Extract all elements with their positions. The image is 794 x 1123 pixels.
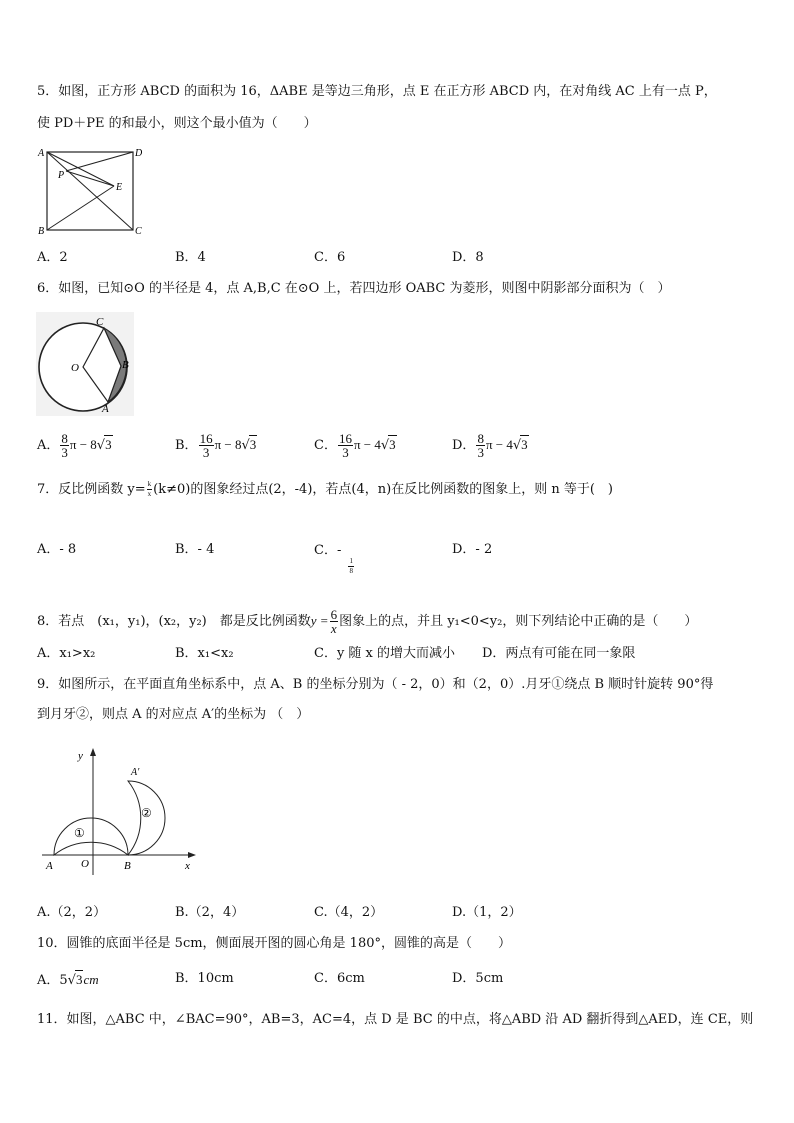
label-P: P [58,170,65,181]
q9-stem-line2: 到月牙②，则点 A 的对应点 A′的坐标为 （ ） [37,707,310,722]
q11-stem: 11．如图，△ABC 中，∠BAC=90°，AB=3，AC=4，点 D 是 BC 的中点，将△ABD 沿 AD 翻折得到△AED，连 CE，则 [37,1012,754,1027]
label-A: A [46,860,53,872]
q6-option-a: A． $\frac{8}{3}$ π − 8√3 [37,431,112,460]
q10-option-a: A．5√3cm [37,972,99,988]
label-y: y [78,750,83,762]
label-D: D [135,148,142,159]
label-x: x [185,860,190,872]
q10-stem: 10．圆锥的底面半径是 5cm，侧面展开图的圆心角是 180°，圆锥的高是（ ） [37,936,511,951]
q6-option-b: B． $\frac{16}{3}$ π − 8√3 [175,431,257,460]
q5-stem-line2: 使 PD＋PE 的和最小，则这个最小值为（ ） [37,116,317,131]
q5-option-b: B．4 [175,250,206,265]
q9-option-d: D.（1，2） [452,905,522,920]
q9-coordinate-figure [40,745,198,877]
q6-stem: 6．如图，已知⊙O 的半径是 4，点 A,B,C 在⊙O 上，若四边形 OABC 为菱形，则图中阴影部分面积为（ ） [37,281,671,296]
q8-option-a: A．x₁>x₂ [37,646,96,661]
q8-option-c: C．y 随 x 的增大而减小 [314,646,456,661]
label-crescent-2: ② [141,806,152,820]
q7-option-b: B．- 4 [175,542,215,557]
q8-option-b: B．x₁<x₂ [175,646,234,661]
label-crescent-1: ① [74,826,85,840]
label-C: C [96,316,104,328]
q5-option-d: D．8 [452,250,484,265]
label-B: B [124,860,131,872]
q9-option-a: A.（2，2） [37,905,107,920]
q6-option-d: D． $\frac{8}{3}$ π − 4√3 [452,431,528,460]
q8-stem: 8．若点 (x₁，y₁)，(x₂，y₂) 都是反比例函数y = $\frac{6}{x}$ 图象上的点，并且 y₁<0<y₂，则下列结论中正确的是（ ） [37,607,698,636]
label-B: B [122,359,129,371]
q7-option-a: A．- 8 [37,542,77,557]
q10-option-c: C．6cm [314,971,365,986]
q8-option-d: D．两点有可能在同一象限 [482,646,636,661]
q5-stem-line1: 5．如图，正方形 ABCD 的面积为 16，ΔABE 是等边三角形，点 E 在正方形 ABCD 内，在对角线 AC 上有一点 P， [37,84,717,99]
q7-option-c: C．- $\frac{1}{8}$ [314,543,353,575]
q6-option-c: C． $\frac{16}{3}$ π − 4√3 [314,431,396,460]
q10-option-d: D．5cm [452,971,504,986]
label-C: C [135,226,142,237]
q9-option-b: B.（2，4） [175,905,245,920]
label-O: O [71,362,79,374]
q9-option-c: C.（4，2） [314,905,384,920]
q10-option-b: B．10cm [175,971,234,986]
q5-square-figure [36,146,142,238]
label-A: A [38,148,45,159]
q7-option-d: D．- 2 [452,542,493,557]
label-B: B [38,226,45,237]
q7-stem: 7．反比例函数 y= $\frac{k}{x}$ (k≠0)的图象经过点(2，-4)，若点(4，n)在反比例函数的图象上，则 n 等于( ) [37,480,613,498]
label-A: A [102,403,109,415]
label-E: E [116,182,123,193]
q5-option-c: C．6 [314,250,346,265]
q5-option-a: A．2 [37,250,68,265]
q6-circle-figure [36,312,134,416]
q9-stem-line1: 9．如图所示，在平面直角坐标系中，点 A、B 的坐标分别为（ - 2，0）和（2，0）.月牙①绕点 B 顺时针旋转 90°得 [37,677,714,692]
label-A-prime: A′ [131,767,140,778]
label-O: O [81,858,89,870]
